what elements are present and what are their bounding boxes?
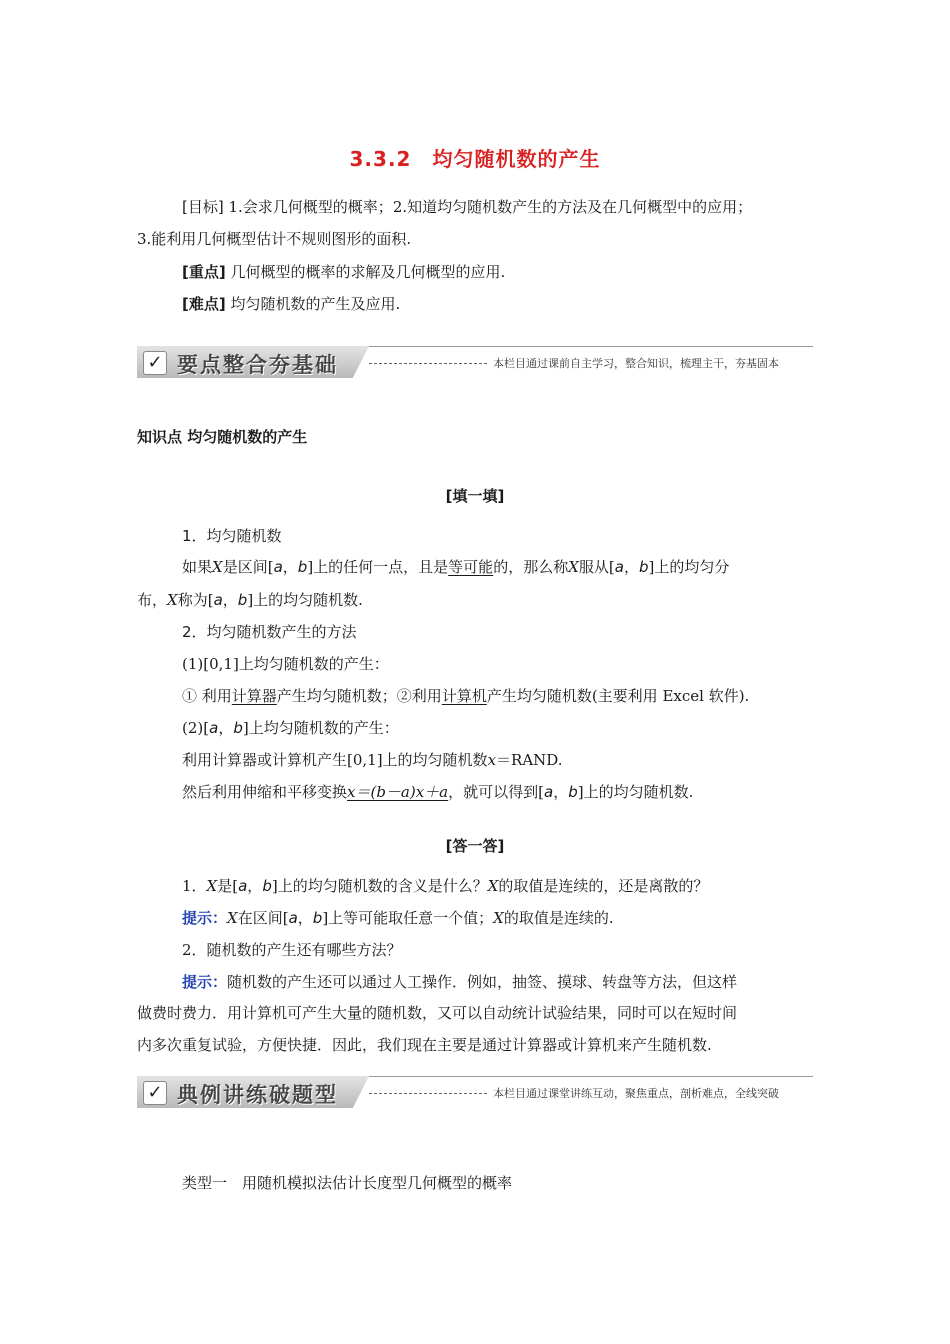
goal-line-2: 3.能利用几何概型估计不规则图形的面积.: [137, 230, 412, 248]
blank-answer: x＝(b－a)x＋a: [347, 783, 449, 801]
var-x: X: [493, 909, 504, 927]
text: ，: [553, 783, 569, 801]
goal-line-1: [182, 197, 752, 217]
var-a: a: [213, 591, 223, 609]
s2-transform-line: [182, 782, 693, 802]
goal-label: [目标]: [182, 198, 224, 216]
type-1-heading: 类型一 用随机模拟法估计长度型几何概型的概率: [182, 1174, 513, 1192]
var-b: b: [237, 591, 248, 609]
text: 称为[: [177, 591, 214, 609]
var-b: b: [638, 558, 649, 576]
var-x: X: [212, 558, 223, 576]
text: 是[: [217, 877, 239, 895]
text: 1．: [182, 877, 207, 895]
banner-title: 要点整合夯基础: [177, 353, 338, 377]
key-point: [182, 262, 505, 282]
var-x: X: [568, 558, 579, 576]
text: 布，: [137, 591, 168, 609]
question-2: 2．随机数的产生还有哪些方法？: [182, 941, 402, 959]
banner-rule: [369, 346, 813, 347]
hint-2-line-1: [182, 972, 737, 992]
text: ]上的任何一点，且是: [307, 558, 449, 576]
var-b: b: [312, 909, 323, 927]
banner-description: 本栏目通过课前自主学习，整合知识，梳理主干，夯基固本: [493, 357, 779, 370]
knowledge-title: 知识点 均匀随机数的产生: [137, 428, 308, 446]
key-label: [重点]: [182, 263, 226, 281]
s2-heading: 2．均匀随机数产生的方法: [182, 623, 357, 641]
hint-2-line-3: 内多次重复试验，方便快捷．因此，我们现在主要是通过计算器或计算机来产生随机数.: [137, 1036, 712, 1054]
text: ，: [282, 558, 298, 576]
difficulty-point: [182, 294, 400, 314]
text: ① 利用: [182, 687, 232, 705]
text: ，: [218, 719, 234, 737]
difficulty-text: 均匀随机数的产生及应用.: [230, 295, 401, 313]
s2-sub1: (1)[0,1]上均匀随机数的产生：: [182, 655, 389, 673]
fill-header: [填一填]: [445, 487, 505, 505]
text: ，: [623, 558, 639, 576]
text: 产生均匀随机数(主要利用 Excel 软件).: [486, 687, 750, 705]
text: 随机数的产生还可以通过人工操作．例如，抽签、摸球、转盘等方法，但这样: [227, 973, 738, 991]
var-a: a: [614, 558, 624, 576]
hint-label: 提示：: [182, 909, 228, 927]
var-b: b: [262, 877, 272, 895]
var-a: a: [238, 877, 248, 895]
blank-answer: 计算器: [231, 687, 277, 705]
goal-text-1: 1.会求几何概型的概率；2.知道均匀随机数产生的方法及在几何概型中的应用；: [228, 198, 753, 216]
s2-rand-line: [182, 750, 563, 770]
text: 产生均匀随机数；②利用: [276, 687, 442, 705]
s2-method-line: [182, 686, 749, 706]
text: ，: [222, 591, 238, 609]
banner-rule: [369, 1076, 813, 1077]
difficulty-label: [难点]: [182, 295, 226, 313]
section-banner-1: [137, 346, 813, 380]
key-text: 几何概型的概率的求解及几何概型的应用.: [230, 263, 506, 281]
var-x: X: [167, 591, 178, 609]
s2-sub2: [182, 718, 399, 738]
question-1: [182, 876, 708, 896]
hint-2-line-2: 做费时费力．用计算机可产生大量的随机数，又可以自动统计试验结果，同时可以在短时间: [137, 1004, 738, 1022]
text: ]上等可能取任意一个值；: [322, 909, 494, 927]
text: ]上的均匀随机数.: [577, 783, 694, 801]
text: 然后利用伸缩和平移变换: [182, 783, 348, 801]
s1-para-line-2: [137, 590, 363, 610]
blank-answer: 等可能: [448, 558, 494, 576]
text: ，就可以得到[: [448, 783, 544, 801]
var-a: a: [288, 909, 298, 927]
text: ]上的均匀分: [648, 558, 730, 576]
var-a: a: [544, 783, 554, 801]
section-banner-2: [137, 1076, 813, 1110]
banner-dash: [369, 363, 487, 364]
check-icon: ✓: [143, 1081, 167, 1105]
text: 在区间[: [237, 909, 289, 927]
var-a: a: [273, 558, 283, 576]
var-a: a: [209, 719, 219, 737]
check-icon: ✓: [143, 351, 167, 375]
text: ]上的均匀随机数的含义是什么？: [271, 877, 488, 895]
var-x: X: [487, 877, 499, 895]
banner-description: 本栏目通过课堂讲练互动，聚焦重点，剖析难点，全线突破: [493, 1087, 779, 1100]
banner-title: 典例讲练破题型: [177, 1083, 338, 1107]
answer-header: [答一答]: [445, 837, 505, 855]
var-b: b: [568, 783, 578, 801]
text: ，: [297, 909, 313, 927]
s1-para-line-1: [182, 557, 729, 577]
blank-answer: 计算机: [441, 687, 487, 705]
text: ]上的均匀随机数.: [247, 591, 363, 609]
text: 利用计算器或计算机产生[0,1]上的均匀随机数: [182, 751, 488, 769]
text: 如果: [182, 558, 213, 576]
text: 的取值是连续的.: [503, 909, 614, 927]
var-b: b: [233, 719, 243, 737]
var-x: X: [227, 909, 238, 927]
text: (2)[: [182, 719, 210, 737]
text: ＝RAND.: [496, 751, 563, 769]
s1-heading: 1．均匀随机数: [182, 527, 282, 545]
var-x-lower: x: [487, 751, 497, 769]
text: ]上均匀随机数的产生：: [242, 719, 399, 737]
text: 的，那么称: [493, 558, 569, 576]
hint-label: 提示：: [182, 973, 228, 991]
hint-1: [182, 908, 614, 928]
banner-dash: [369, 1093, 487, 1094]
var-x: X: [206, 877, 218, 895]
text: 是区间[: [222, 558, 274, 576]
lesson-title: 3.3.2 均匀随机数的产生: [349, 147, 601, 171]
text: ，: [247, 877, 263, 895]
var-b: b: [297, 558, 308, 576]
text: 的取值是连续的，还是离散的？: [498, 877, 709, 895]
text: 服从[: [578, 558, 615, 576]
